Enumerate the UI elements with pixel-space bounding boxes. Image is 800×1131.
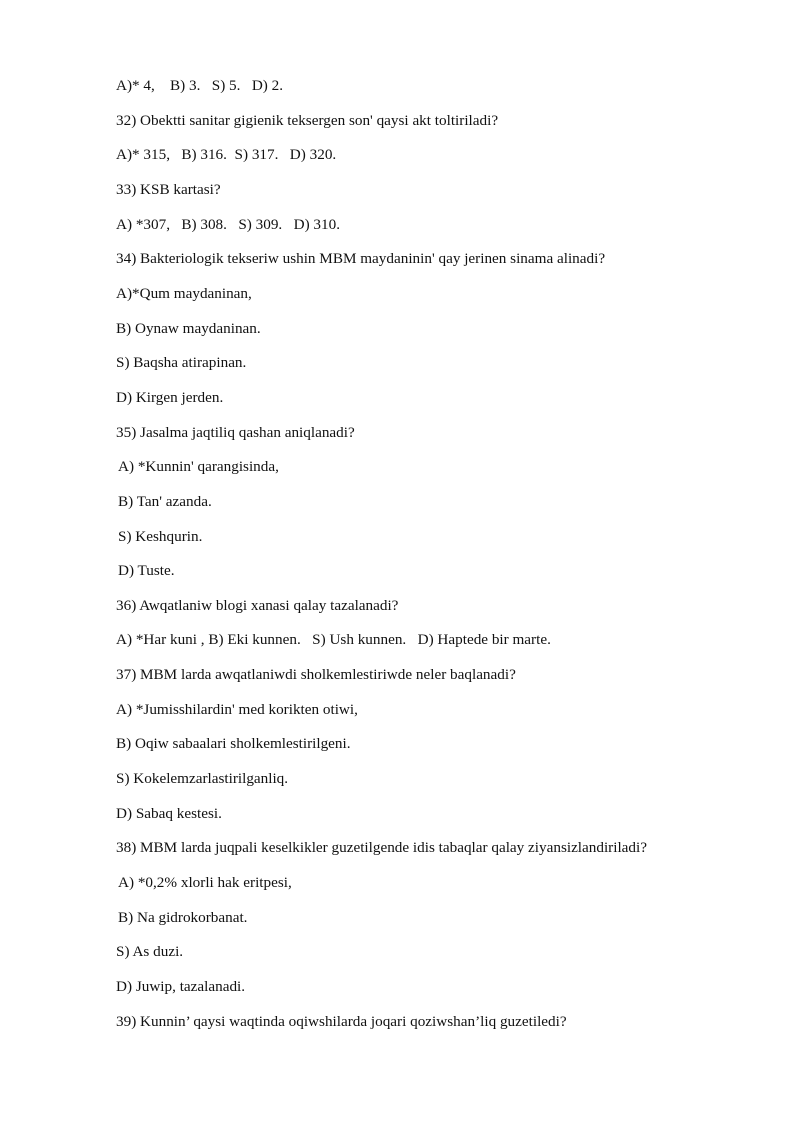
answer-option: S) Kokelemzarlastirilganliq. [116, 770, 289, 787]
question-text: 32) Obektti sanitar gigienik teksergen son' qaysi akt toltiriladi? [116, 111, 499, 129]
question-text: 34) Bakteriologik tekseriw ushin MBM maydaninin' qay jerinen sinama alinadi? [116, 250, 606, 268]
question-text: 33) KSB kartasi? [116, 180, 221, 198]
answer-option: B) Oqiw sabaalari sholkemlestirilgeni. [116, 735, 351, 753]
question-text: 35) Jasalma jaqtiliq qashan aniqlanadi? [116, 423, 355, 441]
answer-option: A) *Har kuni , B) Eki kunnen. S) Ush kunnen. D) Haptede bir marte. [116, 631, 551, 649]
answer-option: A)*Qum maydaninan, [116, 284, 252, 302]
answer-option: S) Baqsha atirapinan. [116, 354, 247, 372]
answer-option: A)* 315, B) 316. S) 317. D) 320. [116, 146, 337, 164]
answer-option: D) Tuste. [118, 562, 175, 580]
question-text: 36) Awqatlaniw blogi xanasi qalay tazalanadi? [116, 596, 399, 614]
answer-option: B) Tan' azanda. [118, 492, 212, 510]
question-text: 39) Kunnin’ qaysi waqtinda oqiwshilarda joqari qoziwshan’liq guzetiledi? [116, 1012, 567, 1030]
answer-option: A) *307, B) 308. S) 309. D) 310. [116, 215, 341, 233]
answer-option: B) Na gidrokorbanat. [118, 908, 248, 926]
answer-option: A) *Kunnin' qarangisinda, [118, 458, 279, 476]
answer-option: S) Keshqurin. [118, 527, 203, 545]
question-text: 37) MBM larda awqatlaniwdi sholkemlestiriwde neler baqlanadi? [116, 666, 516, 683]
answer-option: A) *0,2% xlorli hak eritpesi, [118, 873, 292, 891]
answer-option: A) *Jumisshilardin' med korikten otiwi, [116, 700, 358, 718]
question-text: 38) MBM larda juqpali keselkikler guzetilgende idis tabaqlar qalay ziyansizlandiriladi? [116, 839, 647, 857]
answer-option: A)* 4, B) 3. S) 5. D) 2. [116, 77, 284, 94]
answer-option: D) Kirgen jerden. [116, 388, 224, 406]
answer-option: B) Oynaw maydaninan. [116, 319, 261, 337]
answer-option: D) Sabaq kestesi. [116, 804, 222, 822]
answer-option: S) As duzi. [116, 943, 184, 961]
answer-option: D) Juwip, tazalanadi. [116, 977, 246, 995]
